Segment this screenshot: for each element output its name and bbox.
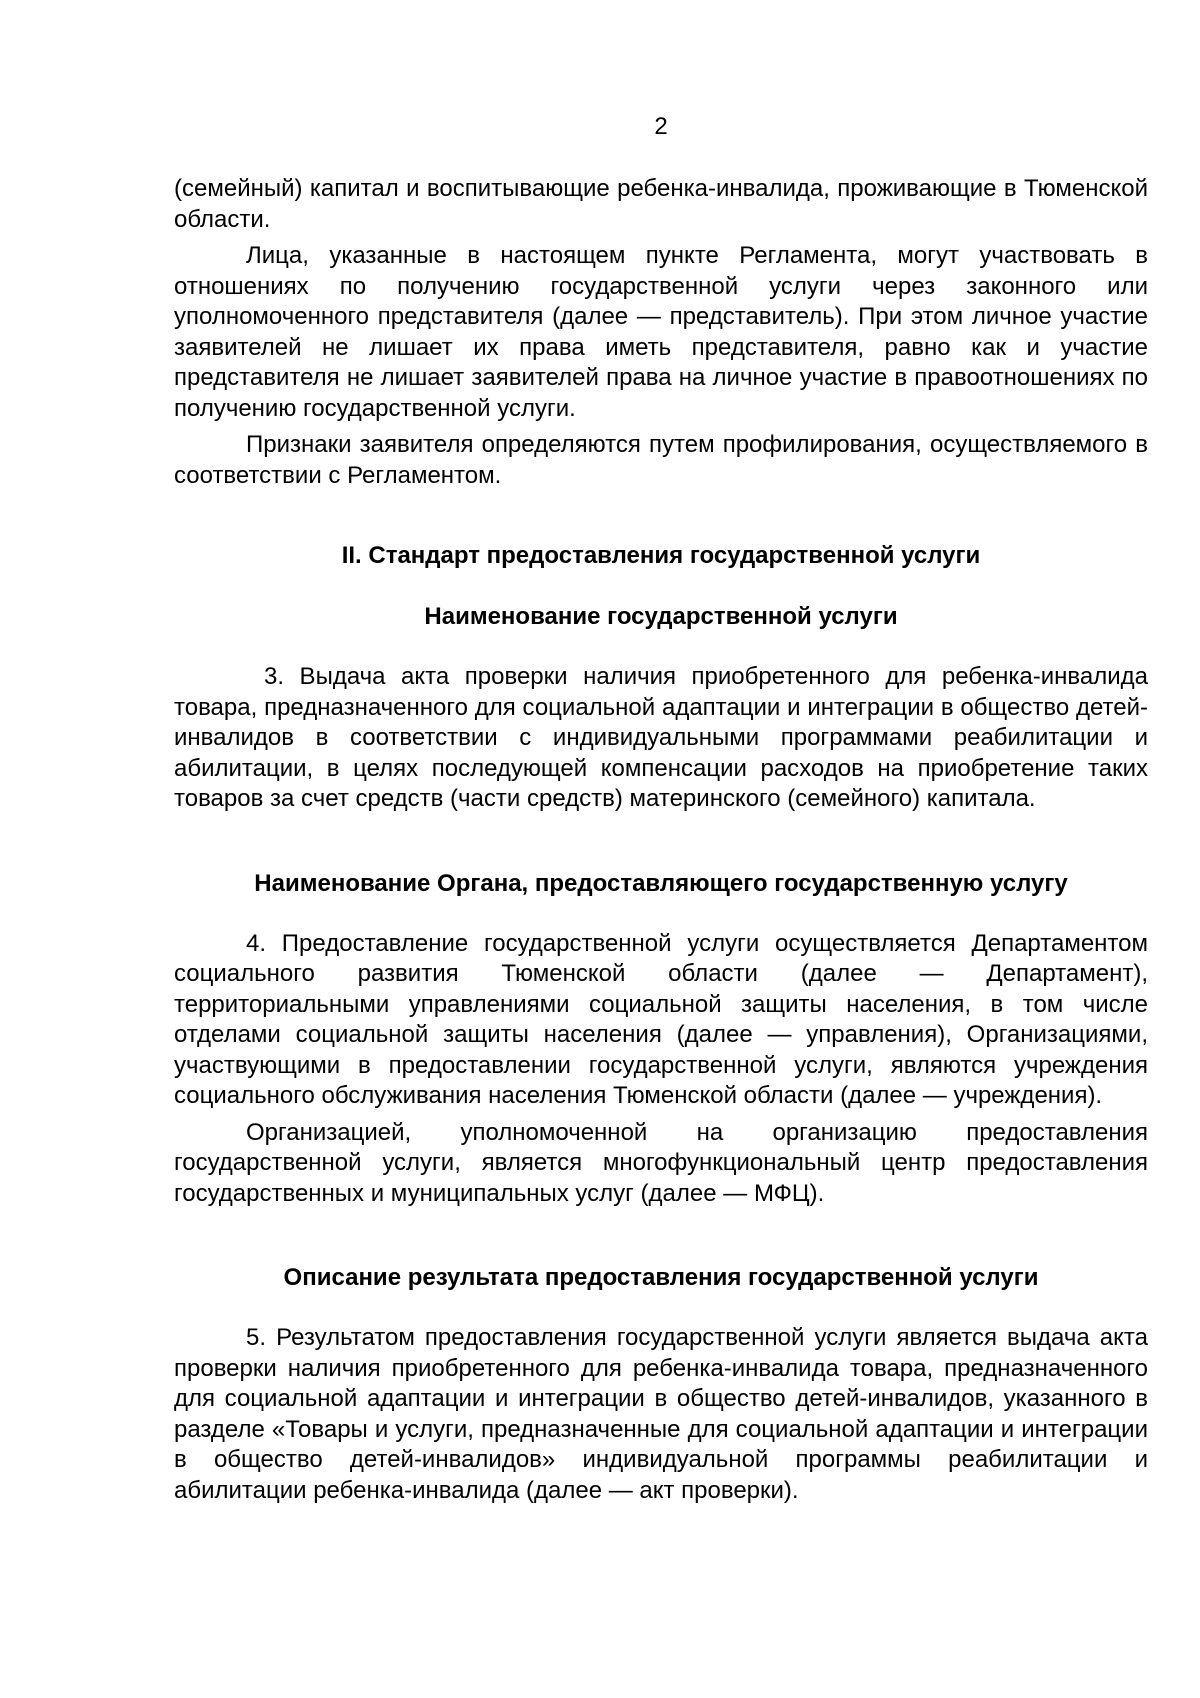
subheading-service-name: Наименование государственной услуги bbox=[424, 603, 898, 630]
paragraph-item-5: 5. Результатом предоставления государственной услуги является выдача акта проверки наличия приобретенного для ребенка-инвалида товара, предназначенного для социальной адаптации и интеграции в общество детей-инвалидов, указанного в разделе «Товары и услуги, предназначенные для социальной адаптации и интеграции в общество детей-инвалидов» индивидуальной программы реабилитации и абилитации ребенка-инвалида (далее — акт проверки). bbox=[174, 1324, 1148, 1504]
paragraph-representatives: Лица, указанные в настоящем пункте Регламента, могут участвовать в отношениях по получению государственной услуги через законного или уполномоченного представителя (далее — представитель). При этом личное участие заявителей не лишает их права иметь представителя, равно как и участие представителя не лишает заявителей права на личное участие в правоотношениях по получению государственной услуги. bbox=[174, 242, 1148, 422]
paragraph-item-3: 3. Выдача акта проверки наличия приобретенного для ребенка-инвалида товара, предназначенного для социальной адаптации и интеграции в общество детей-инвалидов в соответствии с индивидуальными программами реабилитации и абилитации, в целях последующей компенсации расходов на приобретение таких товаров за счет средств (части средств) материнского (семейного) капитала. bbox=[174, 663, 1148, 812]
paragraph-mfc: Организацией, уполномоченной на организацию предоставления государственной услуги, является многофункциональный центр предоставления государственных и муниципальных услуг (далее — МФЦ). bbox=[174, 1118, 1148, 1207]
paragraph-item-4: 4. Предоставление государственной услуги осуществляется Департаментом социального развития Тюменской области (далее — Департамент), территориальными управлениями социальной защиты населения, в том числе отделами социальной защиты населения (далее — управления), Организациями, участвующими в предоставлении государственной услуги, являются учреждения социального обслуживания населения Тюменской области (далее — учреждения). bbox=[174, 929, 1148, 1109]
paragraph-applicants-continued: (семейный) капитал и воспитывающие ребенка-инвалида, проживающие в Тюменской области. bbox=[174, 175, 1148, 233]
subheading-result-description: Описание результата предоставления государственной услуги bbox=[283, 1264, 1039, 1291]
subheading-authority-name: Наименование Органа, предоставляющего государственную услугу bbox=[254, 869, 1068, 897]
section-heading-standard: II. Стандарт предоставления государственной услуги bbox=[341, 542, 981, 569]
page-number: 2 bbox=[654, 113, 668, 140]
document-page bbox=[174, 112, 1148, 1506]
paragraph-applicant-features: Признаки заявителя определяются путем профилирования, осуществляемого в соответствии с Регламентом. bbox=[174, 431, 1148, 489]
